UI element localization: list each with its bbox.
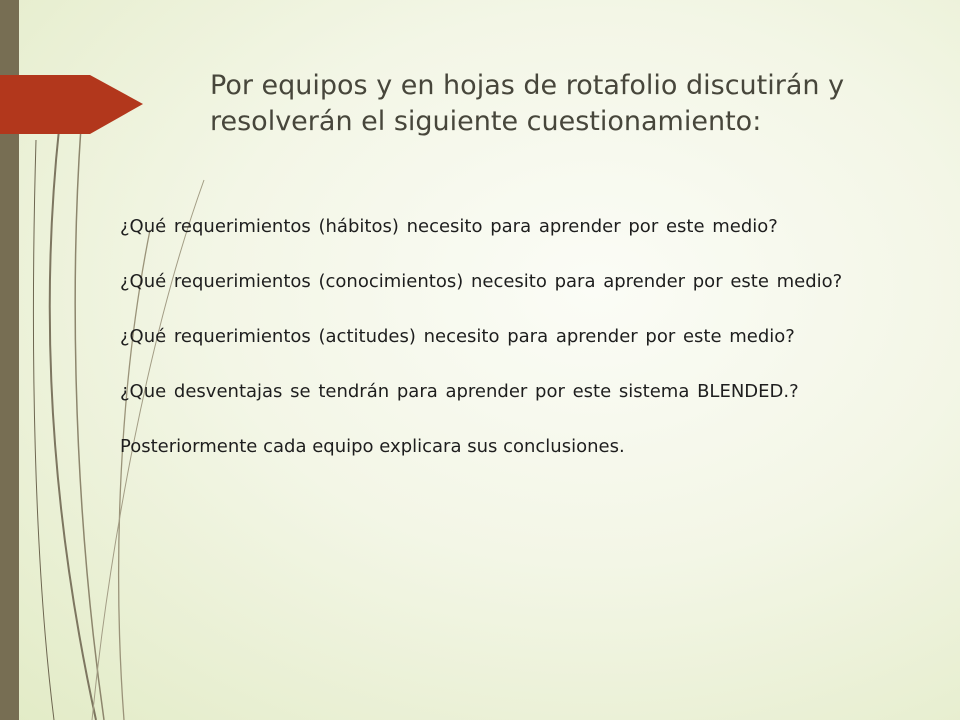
decorative-line-2 [75,88,104,720]
question-habits: ¿Qué requerimientos (hábitos) necesito para aprender por este medio? [120,216,778,237]
title-accent-arrow [0,0,160,160]
slide-body [120,207,913,467]
decorative-line-1 [50,120,96,720]
slide-title: Por equipos y en hojas de rotafolio discutirán y resolverán el siguiente cuestionamiento: [210,70,845,137]
question-disadvantages: ¿Que desventajas se tendrán para aprender por este sistema BLENDED.? [120,381,799,402]
closing-instruction: Posteriormente cada equipo explicara sus conclusiones. [120,436,625,457]
question-knowledge: ¿Qué requerimientos (conocimientos) necesito para aprender por este medio? [120,271,843,292]
question-attitudes: ¿Qué requerimientos (actitudes) necesito para aprender por este medio? [120,326,795,347]
